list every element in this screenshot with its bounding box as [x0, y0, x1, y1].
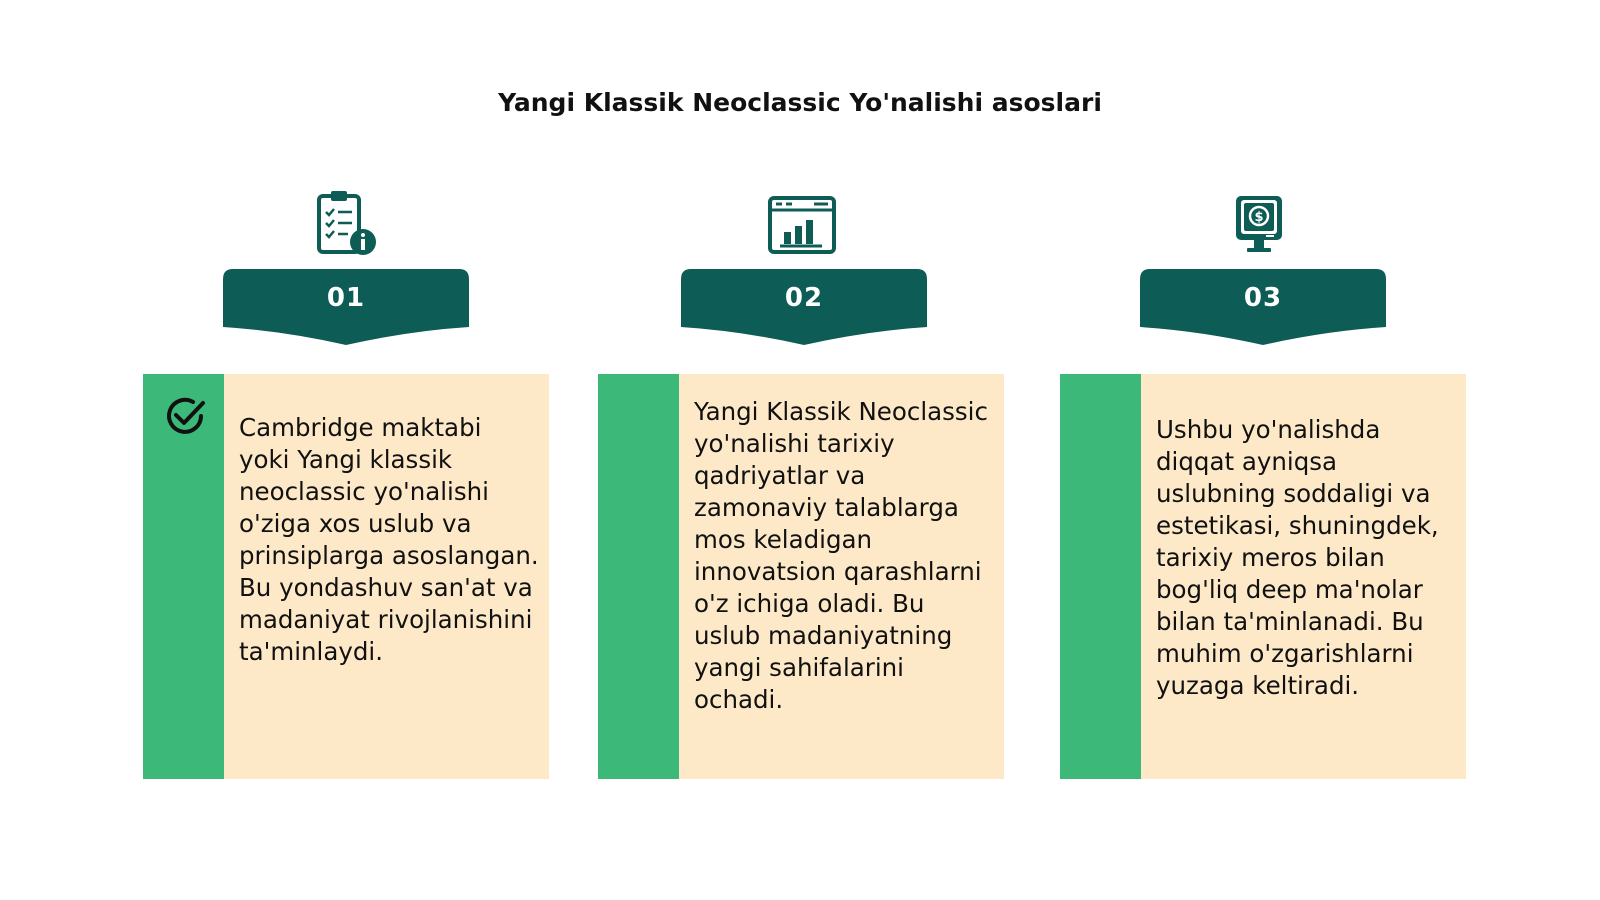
card-accent-bar — [1060, 374, 1141, 779]
step-number: 03 — [1243, 283, 1283, 313]
browser-bar-chart-icon — [766, 188, 838, 260]
card-accent-bar — [143, 374, 224, 779]
step-badge-02 — [681, 269, 927, 345]
monitor-dollar-icon — [1226, 188, 1298, 260]
step-number: 02 — [784, 283, 824, 313]
card-accent-bar — [598, 374, 679, 779]
step-description: Cambridge maktabi yoki Yangi klassik neoclassic yo'nalishi o'ziga xos uslub va prinsiplarga asoslangan. Bu yondashuv san'at va madaniyat rivojlanishini ta'minlaydi. — [239, 413, 539, 666]
step-number: 01 — [326, 283, 366, 313]
step-description: Ushbu yo'nalishda diqqat ayniqsa uslubning soddaligi va estetikasi, shuningdek, tarixiy meros bilan bog'liq deep ma'nolar bilan ta'minlanadi. Bu muhim o'zgarishlarni yuzaga keltiradi. — [1156, 415, 1439, 700]
step-description: Yangi Klassik Neoclassic yo'nalishi tarixiy qadriyatlar va zamonaviy talablarga mos keladigan innovatsion qarashlarni o'z ichiga oladi. Bu uslub madaniyatning yangi sahifalarini ochadi. — [694, 397, 988, 714]
svg-text:$: $ — [1254, 210, 1264, 225]
step-card-01 — [143, 374, 549, 779]
step-card-02 — [598, 374, 1004, 779]
step-badge-03 — [1140, 269, 1386, 345]
step-badge-01 — [223, 269, 469, 345]
check-circle-icon — [161, 392, 209, 440]
clipboard-checklist-info-icon — [311, 188, 383, 260]
step-card-03 — [1060, 374, 1466, 779]
page-title: Yangi Klassik Neoclassic Yo'nalishi asoslari — [498, 88, 1102, 117]
